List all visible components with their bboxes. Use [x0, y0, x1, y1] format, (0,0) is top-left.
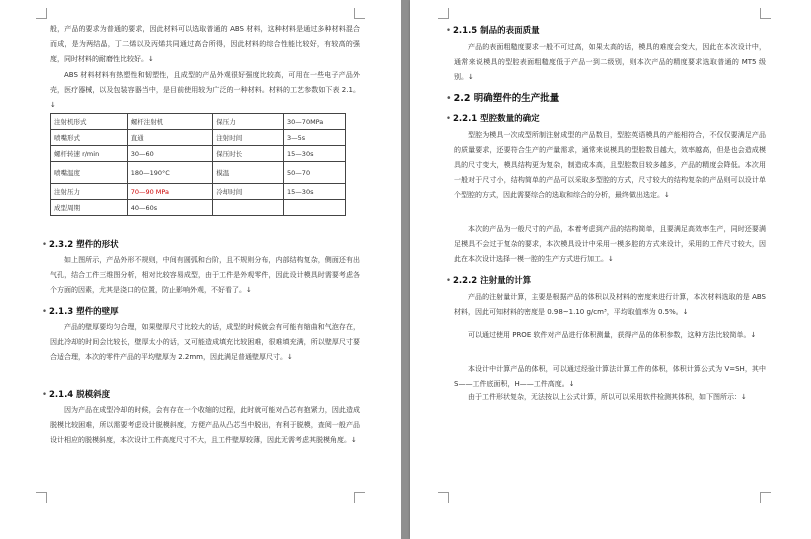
table-cell: 40—60s [127, 200, 213, 216]
paragraph-abs: ABS 材料材料有热塑性和韧塑性，且成型的产品外观很好强度比较高，可用在一些电子产品外壳，医疗器械，以及包装容器当中，是目前使用较为广泛的一种材料。材料的工艺参数如下表 2.1。↓ [50, 71, 360, 109]
table-cell: 15—30s [284, 146, 346, 162]
paragraph-wall-thickness: 产品的壁厚要均匀合理，如果壁厚尺寸比较大的话，成型的时候就会有可能有缩曲和气泡存在，因此冷却的时间会比较长，壁厚太小的话，又可能造成填充比较困难，很难填充满，所以壁厚尺寸要合适合理，本次的零件产品的平均壁厚为 2.2mm，因此满足普通壁厚尺寸。↓ [50, 323, 360, 361]
page-gap [401, 0, 410, 539]
table-cell: 螺杆注射机 [127, 114, 213, 130]
paragraph-shape: 如上图所示，产品外形不规则，中间有圆弧和台阶，且不规则分布，内部结构复杂，侧面还有出气孔，结合工件三维图分析，相对比较容易成型，由于工件是外观零件，因此设计模具时需要考虑各个方面的因素，尤其是浇口的位置，防止影响外观，不好看了。↓ [50, 256, 360, 294]
paragraph-cavity-count: 型腔为模具一次成型所制注射成型的产品数目，型腔英语模具的产能相符合，不仅仅要满足产品的质量要求，还要符合生产的产量需求，通常来说模具的型腔数目越大，效率越高，但是也会造成模具的尺寸变大，模具结构更为复杂，制造成本高，且型腔数目较多越多，产品的精度会降低。本次用一般对于尺寸小，结构简单的产品可以采取多型腔的方式，尺寸较大的结构复杂的产品则可以设计单个型腔的方式，因此需要综合的选取和综合的分析，最终做出选定。↓ [454, 131, 766, 199]
paragraph-cavity-choice: 本次的产品为一般尺寸的产品，本着考虑到产品的结构简单，且要满足高效率生产，同时还要满足模具不会过于复杂的要求，本次模具设计中采用一模多腔的方式来设计，采用的工件尺寸较大，因此在本次设计选择一模一腔的生产方式进行加工。↓ [454, 225, 766, 263]
margin-corner-bottom-left [36, 492, 47, 503]
table-row [51, 146, 346, 162]
table-row [51, 162, 346, 184]
margin-corner-top-left [36, 8, 47, 19]
table-cell: 30—70MPa [284, 114, 346, 130]
table-cell: 成型周期 [51, 200, 128, 216]
heading-text: 2.2.2 注射量的计算 [453, 276, 532, 286]
margin-corner-bottom-right [760, 492, 771, 503]
margin-corner-bottom-left [438, 492, 449, 503]
heading-text: 2.1.4 脱模斜度 [49, 390, 111, 400]
table-cell: 保压时长 [213, 146, 284, 162]
heading-bullet: • [446, 26, 452, 36]
heading-shape [42, 238, 119, 252]
heading-bullet: • [446, 276, 452, 286]
heading-text: 2.2.1 型腔数量的确定 [453, 114, 540, 124]
heading-bullet: • [42, 240, 48, 250]
paragraph-volume-software: 由于工件形状复杂，无法按以上公式计算，所以可以采用软件检测其体积，如下图所示：↓ [468, 393, 747, 401]
heading-text: 2.1.5 制品的表面质量 [453, 26, 540, 36]
heading-wall-thickness [42, 305, 119, 319]
heading-bullet: • [42, 390, 48, 400]
paragraph-material: 般，产品的要求为普通的要求，因此材料可以选取普通的 ABS 材料，这种材料是通过多种材料混合而成，是为两结晶，丁二烯以及丙烯共同通过高合所得，因此材料的综合性能比较好，有较高的强度，同时材料的耐磨性比较好。↓ [50, 25, 360, 63]
table-cell [213, 200, 284, 216]
table-cell: 保压力 [213, 114, 284, 130]
paragraph-volume-formula: 本设计中计算产品的体积，可以通过经验计算法计算工件的体积，体积计算公式为 V=SH，其中 S——工件底面积，H——工件高度。↓ [454, 365, 766, 388]
process-parameter-table [50, 113, 346, 216]
table-row [51, 114, 346, 130]
heading-text: 2.2 明确塑件的生产批量 [453, 93, 560, 104]
table-cell: 30—60 [127, 146, 213, 162]
table-cell: 直通 [127, 130, 213, 146]
heading-draft-angle [42, 388, 110, 402]
paragraph-surface-quality: 产品的表面粗糙度要求一般不可过高，如果太高的话，模具的难度会变大，因此在本次设计中，通常来说模具的型腔表面粗糙度低于产品一到二级别，则本次产品的精度要求选取普通的 MT5 级别。↓ [454, 43, 766, 81]
margin-corner-bottom-right [354, 492, 365, 503]
heading-bullet: • [446, 93, 452, 104]
table-cell: 螺杆转速 r/min [51, 146, 128, 162]
table-row [51, 200, 346, 216]
margin-corner-top-right [760, 8, 771, 19]
table-cell: 50—70 [284, 162, 346, 184]
heading-production-batch [446, 92, 559, 106]
table-cell: 模温 [213, 162, 284, 184]
heading-bullet: • [446, 114, 452, 124]
table-cell: 注射压力 [51, 184, 128, 200]
margin-corner-top-left [438, 8, 449, 19]
table-cell: 注射机形式 [51, 114, 128, 130]
document-page-left [0, 0, 401, 539]
table-cell [284, 200, 346, 216]
paragraph-shot-volume: 产品的注射量计算，主要是根据产品的体积以及材料的密度来进行计算，本次材料选取的是 ABS 材料，因此可知材料的密度是 0.98~1.10 g/cm³，平均取值率为 0.5%。↓ [454, 293, 766, 316]
paragraph-draft-angle: 因为产品在成型冷却的时候，会有存在一个收缩的过程，此时就可能对凸芯有抱紧力，因此造成脱模比较困难，所以需要考虑设计脱模斜度，方便产品从凸芯当中脱出，有利于脱模，查阅一般产品设计相应的脱模斜度，本次设计工件高度尺寸不大，且工件壁厚较薄，因此无需考虑其脱模角度。↓ [50, 406, 360, 444]
table-cell: 70—90 MPa [127, 184, 213, 200]
table-cell: 3—5s [284, 130, 346, 146]
table-cell: 冷却时间 [213, 184, 284, 200]
heading-text: 2.1.3 塑件的壁厚 [49, 307, 119, 317]
table-cell: 180—190°C [127, 162, 213, 184]
document-page-right [410, 0, 811, 539]
heading-bullet: • [42, 307, 48, 317]
table-cell: 注射时间 [213, 130, 284, 146]
heading-shot-volume [446, 274, 531, 288]
table-cell: 15—30s [284, 184, 346, 200]
heading-text: 2.3.2 塑件的形状 [49, 240, 119, 250]
paragraph-proe-method: 可以通过使用 PROE 软件对产品进行体积测量，获得产品的体积参数，这种方法比较简单。↓ [468, 331, 757, 339]
margin-corner-top-right [354, 8, 365, 19]
heading-surface-quality [446, 24, 540, 38]
table-cell: 喷嘴温度 [51, 162, 128, 184]
table-row [51, 184, 346, 200]
table-cell: 喷嘴形式 [51, 130, 128, 146]
table-row [51, 130, 346, 146]
heading-cavity-count [446, 112, 540, 126]
